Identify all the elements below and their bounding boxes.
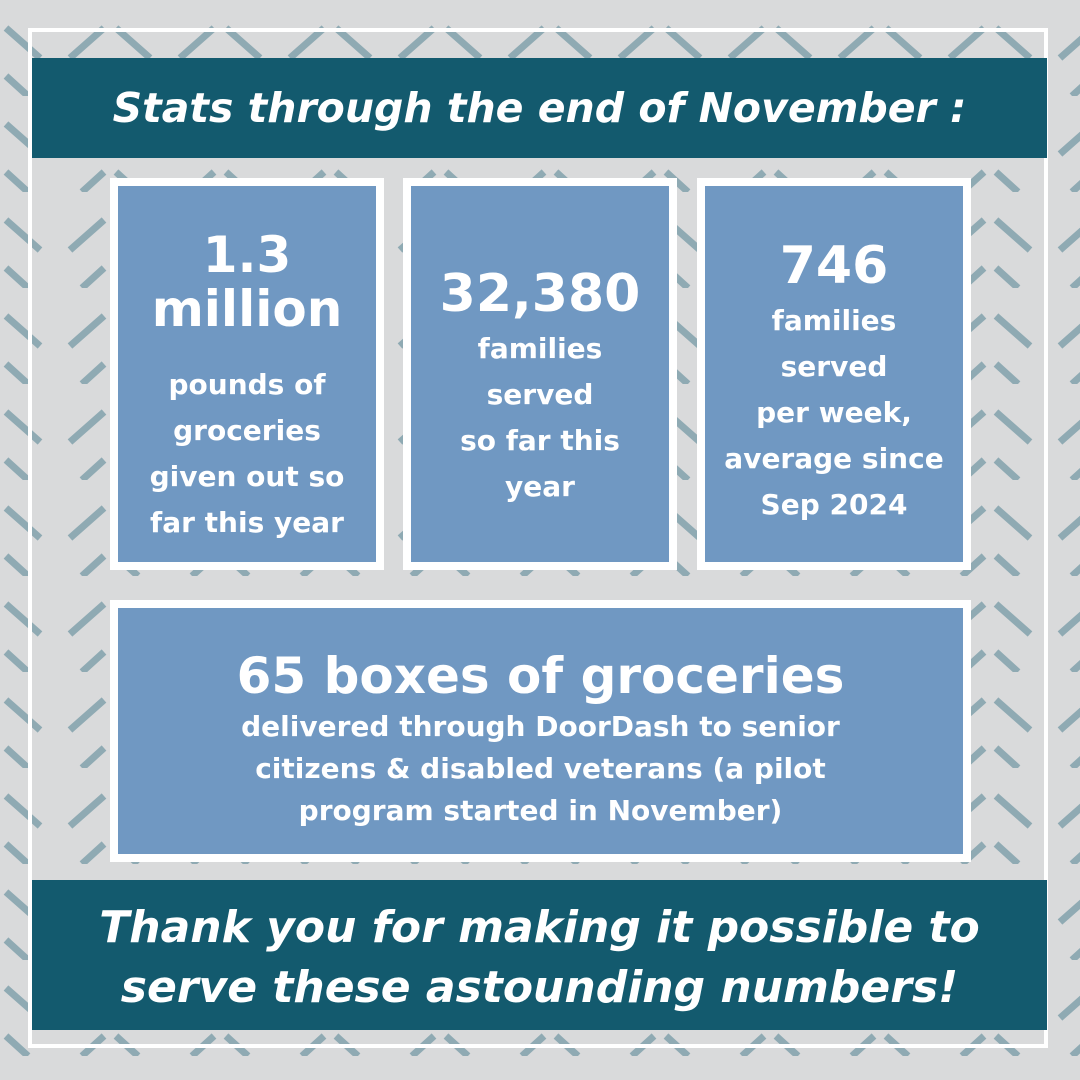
feature-value: 65 boxes of groceries xyxy=(236,647,845,705)
stat-value: 746 xyxy=(779,236,889,296)
feature-caption: delivered through DoorDash to senior citizens & disabled veterans (a pilot program started in November) xyxy=(241,710,840,827)
footer-message: Thank you for making it possible to serve these astounding numbers! xyxy=(99,902,980,1013)
stat-value: 1.3 million xyxy=(151,226,343,338)
footer-banner xyxy=(32,880,1047,1030)
stat-caption: families served per week, average since Sep 2024 xyxy=(724,304,944,521)
stat-card-pounds xyxy=(110,178,384,570)
stat-card-doordash xyxy=(110,600,971,862)
stat-card-families xyxy=(403,178,677,570)
header-title: Stats through the end of November : xyxy=(112,84,967,132)
stat-caption: families served so far this year xyxy=(460,332,620,503)
stat-card-weekly xyxy=(697,178,971,570)
stat-caption: pounds of groceries given out so far this year xyxy=(149,368,345,539)
header-banner xyxy=(32,58,1047,158)
stat-value: 32,380 xyxy=(439,264,641,324)
